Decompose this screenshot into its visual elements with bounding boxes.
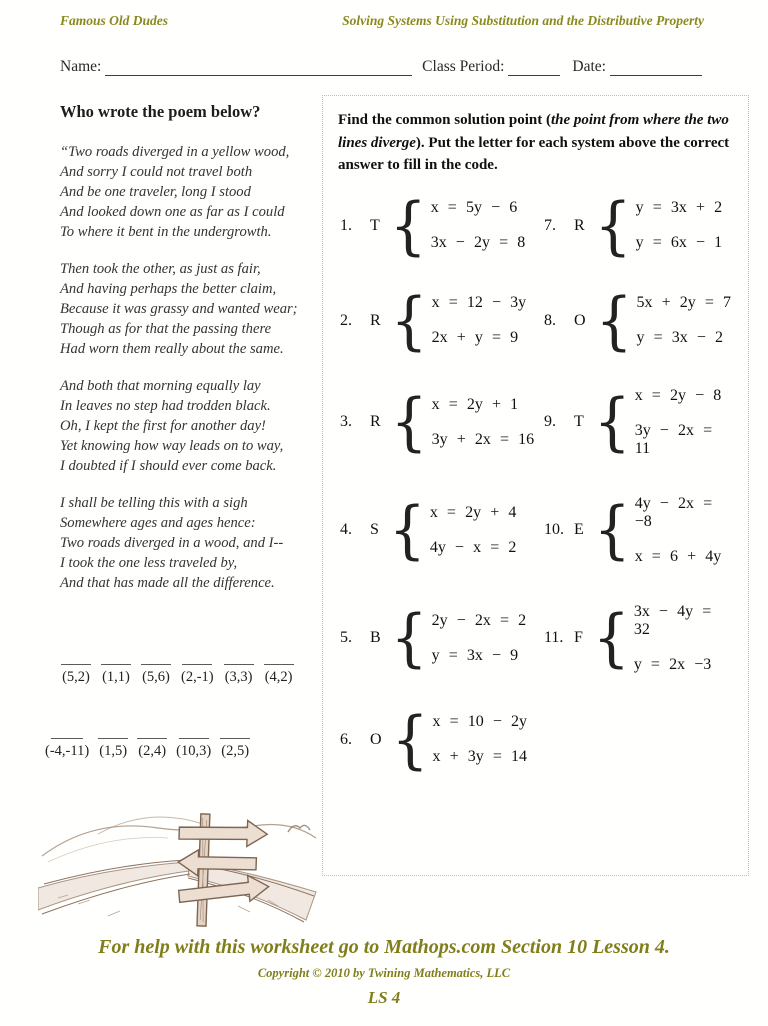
poem-stanza-4 — [60, 493, 322, 593]
answer-line — [141, 664, 171, 665]
equation-2: y = 3x − 9 — [431, 646, 519, 664]
equation-2: x = 6 + 4y — [634, 547, 722, 565]
panel-instructions — [338, 109, 733, 177]
poem-line: I shall be telling this with a sigh — [60, 495, 248, 511]
answer-line — [220, 738, 250, 739]
system-number: 7. — [544, 216, 556, 234]
brace-glyph: { — [390, 601, 428, 675]
answer-line — [51, 738, 84, 739]
equation-1: x = 12 − 3y — [431, 294, 527, 311]
system-number: 2. — [340, 311, 352, 329]
equation-2: 3x − 2y = 8 — [430, 234, 526, 251]
equation-1: 3x − 4y = 32 — [633, 602, 712, 638]
header-left-title: Famous Old Dudes — [60, 13, 169, 28]
system-number: 4. — [340, 521, 352, 538]
equation-2: 3y + 2x = 16 — [431, 430, 535, 448]
systems-grid — [338, 188, 733, 777]
system-9 — [544, 387, 733, 458]
system-1 — [340, 188, 544, 263]
system-letter: S — [370, 521, 379, 538]
poem-line: And be one traveler, long I stood — [60, 184, 251, 200]
answer-point: (3,3) — [224, 669, 253, 685]
answer-point: (2,4) — [138, 743, 167, 759]
equation-2: 4y − x = 2 — [429, 538, 517, 556]
system-number: 9. — [544, 413, 556, 430]
answer-point: (-4,-11) — [45, 743, 90, 759]
system-number: 6. — [340, 730, 352, 748]
answer-point: (10,3) — [176, 743, 212, 759]
brace-glyph: { — [388, 493, 426, 567]
brace-glyph: { — [390, 283, 428, 358]
date-label: Date: — [572, 58, 606, 75]
poem-line: Oh, I kept the first for another day! — [60, 418, 266, 434]
instructions-italic-part: the point from where the two lines diverge — [338, 112, 729, 151]
equation-1: 5x + 2y = 7 — [636, 294, 731, 311]
systems-panel — [322, 95, 749, 876]
poem-line: And looked down one as far as I could — [60, 204, 285, 220]
system-6 — [340, 702, 544, 777]
poem-line: I doubted if I should ever come back. — [60, 458, 277, 474]
header — [60, 13, 704, 29]
poem-line: Had worn them really about the same. — [60, 341, 284, 357]
system-letter: T — [574, 413, 584, 430]
answer-line — [182, 664, 212, 665]
brace-glyph: { — [389, 188, 427, 263]
brace-glyph: { — [592, 601, 630, 675]
answer-blank[interactable] — [98, 738, 128, 760]
answer-line — [179, 738, 209, 739]
system-letter: R — [574, 216, 585, 234]
equation-2: x + 3y = 14 — [432, 748, 527, 765]
date-blank[interactable] — [610, 59, 702, 76]
poem-line: Somewhere ages and ages hence: — [60, 515, 256, 531]
answer-blank[interactable] — [220, 738, 250, 760]
system-number: 5. — [340, 629, 352, 646]
empty-grid-cell — [544, 711, 733, 769]
answer-point: (2,-1) — [181, 669, 214, 685]
system-10 — [544, 495, 733, 566]
system-number: 1. — [340, 216, 352, 234]
equation-2: y = 2x −3 — [633, 655, 712, 673]
equation-1: x = 2y + 1 — [431, 395, 519, 413]
answer-blank[interactable] — [101, 664, 131, 686]
footer-lesson-code: LS 4 — [367, 988, 401, 1007]
name-line — [60, 58, 702, 76]
name-blank[interactable] — [105, 59, 412, 76]
equation-1: y = 3x + 2 — [635, 199, 723, 216]
brace-glyph: { — [595, 283, 633, 358]
brace-glyph: { — [391, 702, 429, 777]
answer-code-row-2 — [45, 738, 250, 760]
answer-blank[interactable] — [61, 664, 91, 686]
system-letter: O — [574, 311, 586, 329]
system-4 — [340, 495, 544, 566]
system-number: 8. — [544, 311, 556, 329]
brace-glyph: { — [390, 385, 428, 459]
poem-line: I took the one less traveled by, — [60, 555, 238, 571]
answer-point: (4,2) — [264, 669, 293, 685]
answer-point: (1,5) — [99, 743, 128, 759]
name-label: Name: — [60, 58, 102, 75]
answer-line — [98, 738, 128, 739]
system-3 — [340, 387, 544, 458]
class-period-label: Class Period: — [422, 58, 505, 75]
answer-blank[interactable] — [176, 738, 211, 760]
equation-1: x = 10 − 2y — [432, 713, 527, 730]
answer-point: (1,1) — [102, 669, 130, 685]
header-right-title: Solving Systems Using Substitution and the Distributive Property — [342, 13, 704, 28]
answer-line — [224, 664, 254, 665]
equation-2: 3y − 2x = 11 — [634, 421, 713, 457]
poem-column — [60, 102, 322, 610]
answer-point: (5,6) — [142, 669, 170, 685]
equation-1: x = 5y − 6 — [430, 199, 518, 216]
answer-point: (2,5) — [221, 743, 250, 759]
system-11 — [544, 603, 733, 674]
footer-help-line: For help with this worksheet go to Mathops.com Section 10 Lesson 4. — [98, 936, 670, 958]
equation-1: 2y − 2x = 2 — [431, 611, 527, 629]
poem-line: And both that morning equally lay — [60, 378, 261, 394]
equation-2: y = 6x − 1 — [635, 234, 723, 251]
system-letter: R — [370, 413, 381, 430]
class-period-blank[interactable] — [508, 59, 560, 76]
poem-line: Because it was grassy and wanted wear; — [60, 301, 298, 317]
answer-line — [101, 664, 131, 665]
poem-line: Though as for that the passing there — [60, 321, 272, 337]
system-7 — [544, 188, 733, 263]
system-letter: R — [370, 311, 381, 329]
brace-glyph: { — [594, 188, 632, 263]
answer-blank[interactable] — [181, 664, 214, 686]
poem-line: And having perhaps the better claim, — [60, 281, 277, 297]
poem-line: Then took the other, as just as fair, — [60, 261, 261, 277]
answer-point: (5,2) — [62, 669, 90, 685]
poem-stanza-2 — [60, 259, 322, 359]
system-letter: T — [370, 216, 380, 234]
poem-line: To where it bent in the undergrowth. — [60, 224, 272, 240]
answer-line — [61, 664, 91, 665]
system-number: 10. — [544, 521, 564, 538]
equation-1: x = 2y + 4 — [429, 503, 517, 521]
sketch-svg — [38, 788, 320, 930]
answer-blank[interactable] — [45, 738, 89, 760]
answer-blank[interactable] — [264, 664, 294, 686]
brace-glyph: { — [593, 493, 631, 567]
system-letter: O — [370, 730, 382, 748]
system-number: 11. — [544, 629, 564, 646]
answer-code-row-1 — [61, 664, 294, 686]
system-letter: E — [574, 521, 584, 538]
instructions-part-1: Find the common solution point ( — [338, 112, 551, 128]
system-letter: B — [370, 629, 381, 646]
poem-question: Who wrote the poem below? — [60, 102, 261, 121]
poem-line: “Two roads diverged in a yellow wood, — [60, 144, 290, 160]
equation-2: y = 3x − 2 — [636, 329, 723, 346]
answer-blank[interactable] — [137, 738, 167, 760]
equation-1: 4y − 2x = −8 — [634, 494, 713, 530]
system-8 — [544, 283, 733, 358]
poem-line: Two roads diverged in a wood, and I-- — [60, 535, 284, 551]
poem-line: Yet knowing how way leads on to way, — [60, 438, 284, 454]
brace-glyph: { — [593, 385, 631, 459]
system-5 — [340, 603, 544, 674]
answer-line — [137, 738, 167, 739]
poem-line: And sorry I could not travel both — [60, 164, 253, 180]
instructions-part-3: ). Put the letter for each system above the correct answer to fill in the code. — [338, 134, 730, 173]
footer-copyright: Copyright © 2010 by Twining Mathematics, LLC — [257, 966, 511, 980]
answer-line — [264, 664, 294, 665]
system-letter: F — [574, 629, 583, 646]
system-number: 3. — [340, 413, 352, 430]
poem-stanza-3 — [60, 376, 322, 476]
fork-in-road-sketch — [38, 788, 320, 930]
poem-line: In leaves no step had trodden black. — [60, 398, 271, 414]
equation-1: x = 2y − 8 — [634, 386, 722, 404]
poem-stanza-1 — [60, 142, 322, 242]
equation-2: 2x + y = 9 — [431, 329, 519, 346]
answer-blank[interactable] — [141, 664, 171, 686]
system-2 — [340, 283, 544, 358]
poem-line: And that has made all the difference. — [60, 575, 275, 591]
answer-blank[interactable] — [224, 664, 254, 686]
